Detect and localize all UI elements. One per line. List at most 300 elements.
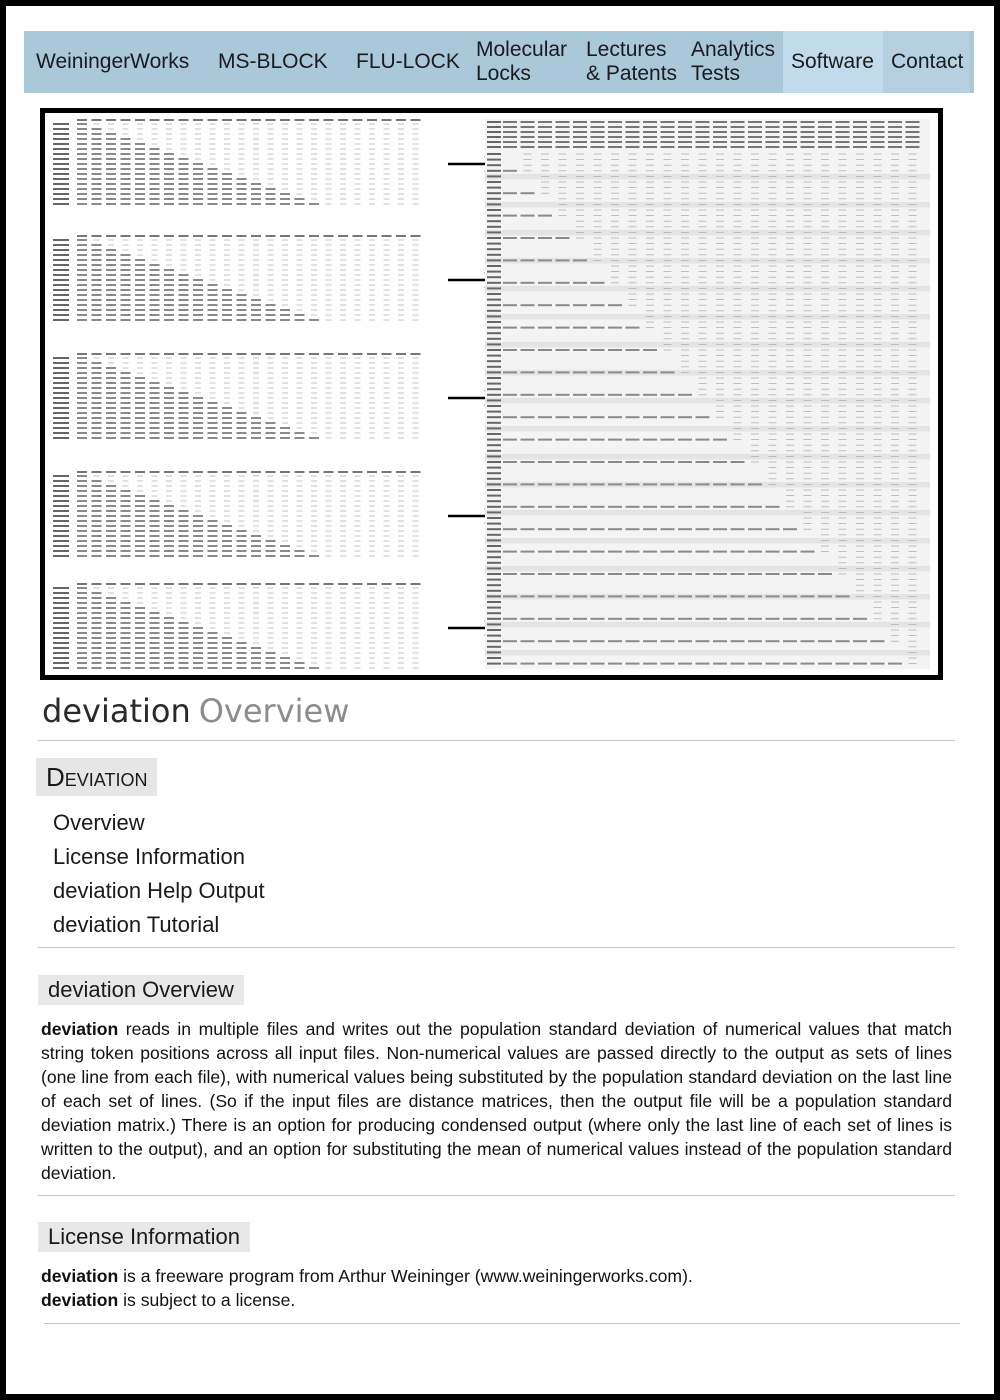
matrix-cell xyxy=(396,235,406,237)
matrix-cell xyxy=(909,428,917,429)
matrix-cell xyxy=(179,417,189,419)
matrix-cell xyxy=(594,193,602,194)
matrix-label xyxy=(53,304,69,306)
matrix-cell xyxy=(355,481,361,482)
matrix-cell xyxy=(856,310,864,311)
matrix-cell xyxy=(92,485,102,487)
matrix-cell xyxy=(734,378,742,379)
matrix-cell xyxy=(253,501,259,502)
matrix-cell xyxy=(195,486,201,487)
matrix-cell xyxy=(751,159,759,160)
matrix-cell xyxy=(297,255,303,256)
matrix-cell xyxy=(608,136,622,138)
matrix-cell xyxy=(282,305,288,306)
matrix-cell xyxy=(384,310,390,311)
matrix-cell xyxy=(398,613,404,614)
matrix-cell xyxy=(678,439,692,441)
matrix-cell xyxy=(874,467,882,468)
matrix-cell xyxy=(106,583,116,585)
matrix-cell xyxy=(856,350,864,351)
nav-weiningerworks[interactable]: WeiningerWorks xyxy=(36,50,190,73)
matrix-cell xyxy=(237,183,247,185)
matrix-cell xyxy=(326,154,332,155)
matrix-label xyxy=(53,128,69,130)
nav-software[interactable]: Software xyxy=(783,31,883,93)
matrix-cell xyxy=(716,271,724,272)
matrix-cell xyxy=(280,471,290,473)
matrix-cell xyxy=(282,245,288,246)
matrix-cell xyxy=(521,237,535,239)
matrix-cell xyxy=(239,139,245,140)
matrix-cell xyxy=(193,583,203,585)
matrix-label xyxy=(487,461,501,463)
matrix-cell xyxy=(699,355,707,356)
matrix-cell xyxy=(77,123,87,125)
matrix-cell xyxy=(413,124,419,125)
matrix-cell xyxy=(856,512,864,513)
matrix-cell xyxy=(678,146,692,148)
matrix-cell xyxy=(326,423,332,424)
matrix-cell xyxy=(573,528,587,530)
matrix-cell xyxy=(766,126,780,128)
matrix-cell xyxy=(413,501,419,502)
matrix-cell xyxy=(821,417,829,418)
matrix-cell xyxy=(150,540,160,542)
matrix-cell xyxy=(891,484,899,485)
matrix-cell xyxy=(856,159,864,160)
matrix-cell xyxy=(251,203,261,205)
matrix-cell xyxy=(909,663,917,664)
matrix-label xyxy=(53,309,69,311)
matrix-cell xyxy=(135,178,145,180)
matrix-cell xyxy=(150,264,160,266)
matrix-cell xyxy=(751,305,759,306)
matrix-cell xyxy=(164,279,174,281)
nav-contact[interactable]: Contact xyxy=(883,31,970,93)
matrix-cell xyxy=(108,129,114,130)
matrix-cell xyxy=(369,633,375,634)
matrix-cell xyxy=(801,136,815,138)
matrix-cell xyxy=(135,555,145,557)
matrix-cell xyxy=(92,657,102,659)
matrix-cell xyxy=(179,422,189,424)
matrix-cell xyxy=(135,437,145,439)
nav-analytics-tests[interactable]: Analytics Tests xyxy=(691,38,776,85)
matrix-cell xyxy=(413,270,419,271)
matrix-cell xyxy=(559,215,567,216)
matrix-cell xyxy=(503,416,517,418)
matrix-label xyxy=(53,382,69,384)
matrix-cell xyxy=(253,129,259,130)
matrix-cell xyxy=(106,249,116,251)
matrix-cell xyxy=(839,327,847,328)
matrix-cell xyxy=(77,617,87,619)
matrix-cell xyxy=(210,481,216,482)
matrix-cell xyxy=(821,221,829,222)
matrix-cell xyxy=(751,422,759,423)
matrix-cell xyxy=(179,515,189,517)
matrix-cell xyxy=(150,299,160,301)
matrix-cell xyxy=(804,456,812,457)
matrix-cell xyxy=(282,149,288,150)
matrix-cell xyxy=(106,617,116,619)
matrix-cell xyxy=(646,176,654,177)
matrix-cell xyxy=(326,280,332,281)
matrix-cell xyxy=(821,294,829,295)
matrix-cell xyxy=(121,193,131,195)
matrix-cell xyxy=(713,573,727,575)
matrix-cell xyxy=(150,500,160,502)
matrix-cell xyxy=(856,282,864,283)
matrix-cell xyxy=(538,371,552,373)
matrix-cell xyxy=(282,159,288,160)
matrix-cell xyxy=(121,642,131,644)
matrix-cell xyxy=(297,149,303,150)
matrix-cell xyxy=(282,255,288,256)
matrix-cell xyxy=(297,378,303,379)
matrix-cell xyxy=(137,358,143,359)
matrix-cell xyxy=(106,254,116,256)
matrix-label xyxy=(53,188,69,190)
matrix-cell xyxy=(398,633,404,634)
matrix-cell xyxy=(856,238,864,239)
matrix-cell xyxy=(611,232,619,233)
matrix-cell xyxy=(179,183,189,185)
matrix-cell xyxy=(311,408,317,409)
matrix-cell xyxy=(559,159,567,160)
matrix-cell xyxy=(92,143,102,145)
matrix-cell xyxy=(909,260,917,261)
matrix-cell xyxy=(909,434,917,435)
matrix-cell xyxy=(297,144,303,145)
matrix-cell xyxy=(751,361,759,362)
matrix-cell xyxy=(734,215,742,216)
matrix-cell xyxy=(906,126,920,128)
matrix-cell xyxy=(769,467,777,468)
matrix-cell xyxy=(369,149,375,150)
matrix-cell xyxy=(646,226,654,227)
matrix-cell xyxy=(591,595,605,597)
matrix-cell xyxy=(538,136,552,138)
matrix-cell xyxy=(208,525,218,527)
matrix-cell xyxy=(311,476,317,477)
matrix-cell xyxy=(909,534,917,535)
matrix-cell xyxy=(559,165,567,166)
matrix-cell xyxy=(193,540,203,542)
matrix-cell xyxy=(106,412,116,414)
matrix-cell xyxy=(839,193,847,194)
matrix-cell xyxy=(856,170,864,171)
matrix-cell xyxy=(193,183,203,185)
matrix-cell xyxy=(340,270,346,271)
matrix-cell xyxy=(413,418,419,419)
matrix-cell xyxy=(311,648,317,649)
matrix-cell xyxy=(821,394,829,395)
matrix-cell xyxy=(92,314,102,316)
matrix-cell xyxy=(297,260,303,261)
matrix-cell xyxy=(94,588,100,589)
matrix-cell xyxy=(906,141,920,143)
matrix-cell xyxy=(282,588,288,589)
matrix-cell xyxy=(237,299,247,301)
matrix-cell xyxy=(268,139,274,140)
matrix-label xyxy=(53,485,69,487)
matrix-cell xyxy=(179,427,189,429)
matrix-cell xyxy=(556,573,570,575)
matrix-label xyxy=(53,168,69,170)
matrix-cell xyxy=(821,344,829,345)
matrix-cell xyxy=(716,165,724,166)
matrix-label xyxy=(487,422,501,424)
matrix-cell xyxy=(874,484,882,485)
matrix-cell xyxy=(874,204,882,205)
matrix-cell xyxy=(751,294,759,295)
matrix-cell xyxy=(734,389,742,390)
matrix-cell xyxy=(297,418,303,419)
matrix-cell xyxy=(224,491,230,492)
matrix-cell xyxy=(166,245,172,246)
matrix-cell xyxy=(611,210,619,211)
matrix-cell xyxy=(909,641,917,642)
nav-lectures-patents[interactable]: Lectures & Patents xyxy=(586,38,678,85)
matrix-cell xyxy=(135,168,145,170)
matrix-cell xyxy=(524,154,532,155)
matrix-cell xyxy=(137,588,143,589)
matrix-cell xyxy=(909,652,917,653)
matrix-cell xyxy=(716,232,724,233)
matrix-cell xyxy=(106,387,116,389)
matrix-cell xyxy=(193,173,203,175)
menu-item-overview[interactable]: Overview xyxy=(53,810,145,835)
matrix-cell xyxy=(643,551,657,553)
matrix-cell xyxy=(716,154,724,155)
matrix-cell xyxy=(891,590,899,591)
menu-item-help-output[interactable]: deviation Help Output xyxy=(53,878,265,903)
matrix-cell xyxy=(821,355,829,356)
matrix-cell xyxy=(77,667,87,669)
matrix-cell xyxy=(856,249,864,250)
matrix-cell xyxy=(398,608,404,609)
matrix-cell xyxy=(664,210,672,211)
matrix-cell xyxy=(818,663,832,665)
matrix-cell xyxy=(369,378,375,379)
matrix-cell xyxy=(909,322,917,323)
matrix-cell xyxy=(646,232,654,233)
matrix-cell xyxy=(783,618,797,620)
matrix-cell xyxy=(783,131,797,133)
matrix-cell xyxy=(77,510,87,512)
matrix-cell xyxy=(734,422,742,423)
matrix-cell xyxy=(591,640,605,642)
matrix-cell xyxy=(266,550,276,552)
matrix-cell xyxy=(839,574,847,575)
matrix-cell xyxy=(521,483,535,485)
matrix-cell xyxy=(355,305,361,306)
matrix-cell xyxy=(734,243,742,244)
matrix-cell xyxy=(734,170,742,171)
matrix-cell xyxy=(369,255,375,256)
matrix-cell xyxy=(326,433,332,434)
matrix-label xyxy=(53,123,69,125)
matrix-cell xyxy=(804,165,812,166)
matrix-cell xyxy=(295,583,305,585)
matrix-cell xyxy=(253,628,259,629)
matrix-cell xyxy=(856,574,864,575)
matrix-cell xyxy=(856,372,864,373)
matrix-cell xyxy=(369,536,375,537)
matrix-cell xyxy=(748,131,762,133)
matrix-cell xyxy=(208,657,218,659)
matrix-label xyxy=(487,601,501,603)
matrix-cell xyxy=(166,496,172,497)
matrix-cell xyxy=(326,363,332,364)
matrix-cell xyxy=(195,240,201,241)
matrix-label xyxy=(487,181,501,183)
matrix-cell xyxy=(769,193,777,194)
matrix-cell xyxy=(355,280,361,281)
matrix-cell xyxy=(326,663,332,664)
matrix-cell xyxy=(681,232,689,233)
matrix-cell xyxy=(573,121,587,123)
matrix-cell xyxy=(77,128,87,130)
matrix-cell xyxy=(594,165,602,166)
matrix-cell xyxy=(297,265,303,266)
menu-item-tutorial[interactable]: deviation Tutorial xyxy=(53,912,220,937)
matrix-cell xyxy=(839,506,847,507)
matrix-cell xyxy=(92,254,102,256)
matrix-cell xyxy=(664,159,672,160)
matrix-cell xyxy=(181,373,187,374)
matrix-cell xyxy=(751,243,759,244)
matrix-cell xyxy=(355,438,361,439)
matrix-cell xyxy=(538,461,552,463)
matrix-cell xyxy=(123,593,129,594)
matrix-cell xyxy=(398,648,404,649)
matrix-cell xyxy=(338,583,348,585)
matrix-label xyxy=(487,175,501,177)
matrix-cell xyxy=(135,545,145,547)
matrix-cell xyxy=(326,536,332,537)
matrix-cell xyxy=(369,546,375,547)
matrix-cell xyxy=(224,285,230,286)
nav-molecular-locks[interactable]: Molecular Locks xyxy=(476,38,568,85)
matrix-cell xyxy=(661,416,675,418)
matrix-cell xyxy=(783,126,797,128)
matrix-cell xyxy=(891,579,899,580)
matrix-cell xyxy=(856,585,864,586)
menu-item-license[interactable]: License Information xyxy=(53,844,245,869)
matrix-cell xyxy=(699,378,707,379)
matrix-cell xyxy=(77,264,87,266)
matrix-cell xyxy=(121,264,131,266)
matrix-cell xyxy=(734,310,742,311)
matrix-cell xyxy=(856,478,864,479)
matrix-cell xyxy=(573,461,587,463)
matrix-cell xyxy=(594,159,602,160)
matrix-cell xyxy=(208,203,218,205)
matrix-cell xyxy=(696,136,710,138)
matrix-cell xyxy=(594,232,602,233)
matrix-cell xyxy=(121,254,131,256)
matrix-cell xyxy=(77,597,87,599)
matrix-cell xyxy=(734,434,742,435)
matrix-cell xyxy=(224,164,230,165)
matrix-cell xyxy=(266,119,276,121)
matrix-cell xyxy=(891,299,899,300)
matrix-cell xyxy=(282,486,288,487)
matrix-cell xyxy=(384,541,390,542)
matrix-cell xyxy=(821,389,829,390)
matrix-cell xyxy=(681,372,689,373)
matrix-cell xyxy=(398,124,404,125)
matrix-cell xyxy=(699,372,707,373)
matrix-cell xyxy=(77,530,87,532)
matrix-cell xyxy=(282,154,288,155)
matrix-cell xyxy=(181,240,187,241)
matrix-cell xyxy=(856,232,864,233)
matrix-label xyxy=(53,314,69,316)
matrix-cell xyxy=(874,473,882,474)
matrix-cell xyxy=(150,510,160,512)
matrix-cell xyxy=(224,265,230,266)
matrix-cell xyxy=(297,154,303,155)
matrix-cell xyxy=(874,266,882,267)
matrix-cell xyxy=(266,652,276,654)
matrix-cell xyxy=(164,309,174,311)
matrix-cell xyxy=(629,159,637,160)
matrix-cell xyxy=(340,593,346,594)
matrix-cell xyxy=(106,279,116,281)
matrix-cell xyxy=(193,188,203,190)
matrix-cell xyxy=(384,305,390,306)
nav-flu-lock[interactable]: FLU-LOCK xyxy=(356,50,460,73)
matrix-cell xyxy=(224,154,230,155)
matrix-cell xyxy=(106,168,116,170)
matrix-cell xyxy=(193,309,203,311)
matrix-cell xyxy=(716,198,724,199)
matrix-cell xyxy=(821,260,829,261)
matrix-cell xyxy=(121,203,131,205)
matrix-cell xyxy=(222,647,232,649)
matrix-cell xyxy=(821,159,829,160)
matrix-cell xyxy=(297,363,303,364)
matrix-cell xyxy=(179,530,189,532)
matrix-cell xyxy=(559,176,567,177)
matrix-cell xyxy=(239,144,245,145)
matrix-cell xyxy=(239,608,245,609)
matrix-cell xyxy=(559,182,567,183)
matrix-cell xyxy=(769,299,777,300)
nav-ms-block[interactable]: MS-BLOCK xyxy=(218,50,328,73)
matrix-cell xyxy=(874,394,882,395)
matrix-cell xyxy=(766,663,780,665)
matrix-cell xyxy=(106,510,116,512)
matrix-cell xyxy=(821,226,829,227)
matrix-cell xyxy=(164,662,174,664)
matrix-cell xyxy=(253,598,259,599)
matrix-cell xyxy=(661,551,675,553)
matrix-cell xyxy=(611,238,619,239)
matrix-label xyxy=(53,203,69,205)
matrix-cell xyxy=(384,174,390,175)
matrix-cell xyxy=(340,438,346,439)
matrix-cell xyxy=(355,413,361,414)
matrix-cell xyxy=(369,593,375,594)
matrix-cell xyxy=(239,628,245,629)
matrix-cell xyxy=(77,235,87,237)
matrix-cell xyxy=(821,187,829,188)
matrix-cell xyxy=(769,305,777,306)
